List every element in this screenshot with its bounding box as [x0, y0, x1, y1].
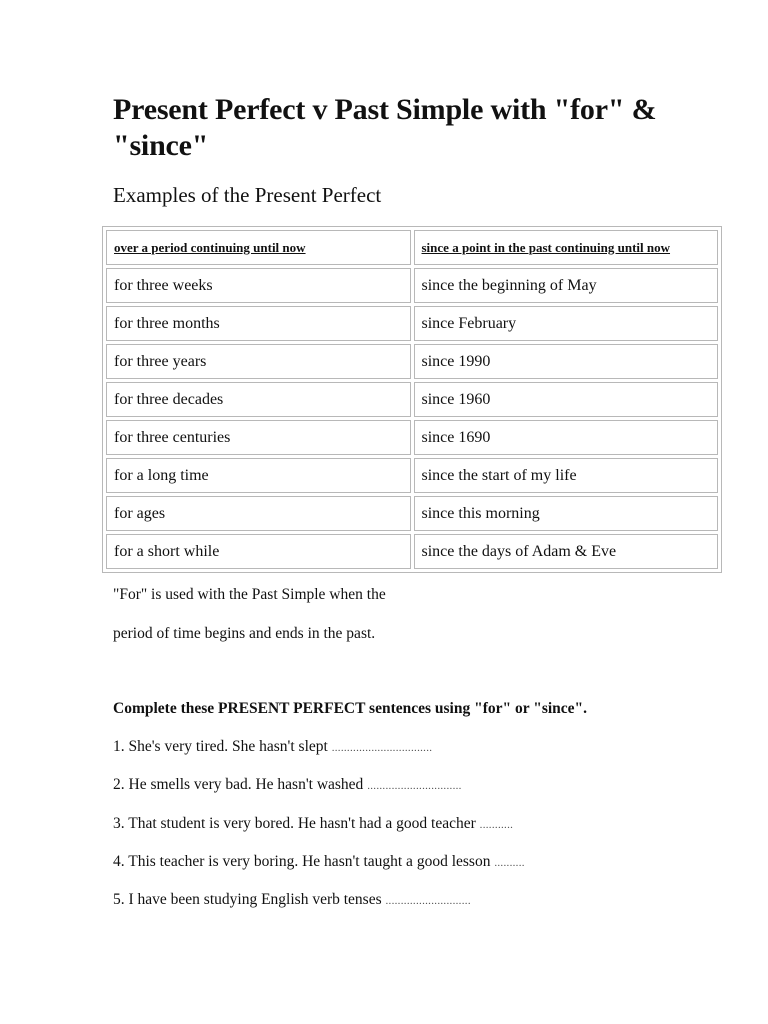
- table-row: [106, 458, 718, 493]
- answer-blank: ............................: [385, 895, 471, 907]
- table-cell-for: for three decades: [106, 382, 411, 417]
- table-cell-since: since 1690: [414, 420, 719, 455]
- note-line-1: "For" is used with the Past Simple when the: [113, 586, 386, 603]
- table-cell-for: for a long time: [106, 458, 411, 493]
- exercise-text: 2. He smells very bad. He hasn't washed: [113, 776, 364, 793]
- table-cell-since: since the days of Adam & Eve: [414, 534, 719, 569]
- page-title: Present Perfect v Past Simple with "for" & "since": [113, 93, 657, 162]
- column-header-for: over a period continuing until now: [106, 230, 411, 265]
- exercise-item: [113, 774, 462, 797]
- table-header-row: [106, 230, 718, 265]
- table-row: [106, 306, 718, 341]
- table-cell-for: for three weeks: [106, 268, 411, 303]
- section-subtitle: Examples of the Present Perfect: [113, 183, 382, 207]
- table-row: [106, 534, 718, 569]
- exercise-text: 5. I have been studying English verb tenses: [113, 891, 382, 908]
- table-cell-since: since the beginning of May: [414, 268, 719, 303]
- exercise-text: 3. That student is very bored. He hasn't had a good teacher: [113, 815, 476, 832]
- exercise-item: [113, 813, 513, 836]
- table-cell-since: since February: [414, 306, 719, 341]
- table-cell-for: for three centuries: [106, 420, 411, 455]
- table-cell-for: for ages: [106, 496, 411, 531]
- table-row: [106, 268, 718, 303]
- table-row: [106, 496, 718, 531]
- exercise-item: [113, 851, 525, 874]
- table-cell-since: since this morning: [414, 496, 719, 531]
- examples-table: [102, 226, 722, 573]
- table-cell-for: for three years: [106, 344, 411, 379]
- answer-blank: ...........: [479, 819, 514, 831]
- table-cell-since: since the start of my life: [414, 458, 719, 493]
- note-line-2: period of time begins and ends in the past.: [113, 625, 376, 642]
- table-cell-for: for three months: [106, 306, 411, 341]
- table-cell-for: for a short while: [106, 534, 411, 569]
- answer-blank: ...............................: [367, 780, 462, 792]
- exercise-instruction: Complete these PRESENT PERFECT sentences using "for" or "since".: [113, 700, 588, 717]
- table-row: [106, 420, 718, 455]
- table-cell-since: since 1990: [414, 344, 719, 379]
- table-row: [106, 344, 718, 379]
- table-row: [106, 382, 718, 417]
- answer-blank: ..........: [494, 857, 525, 869]
- exercise-item: [113, 736, 432, 759]
- answer-blank: .................................: [331, 742, 433, 754]
- exercise-item: [113, 889, 471, 912]
- table-cell-since: since 1960: [414, 382, 719, 417]
- exercise-text: 1. She's very tired. She hasn't slept: [113, 738, 328, 755]
- column-header-since: since a point in the past continuing until now: [414, 230, 719, 265]
- exercise-text: 4. This teacher is very boring. He hasn't taught a good lesson: [113, 853, 491, 870]
